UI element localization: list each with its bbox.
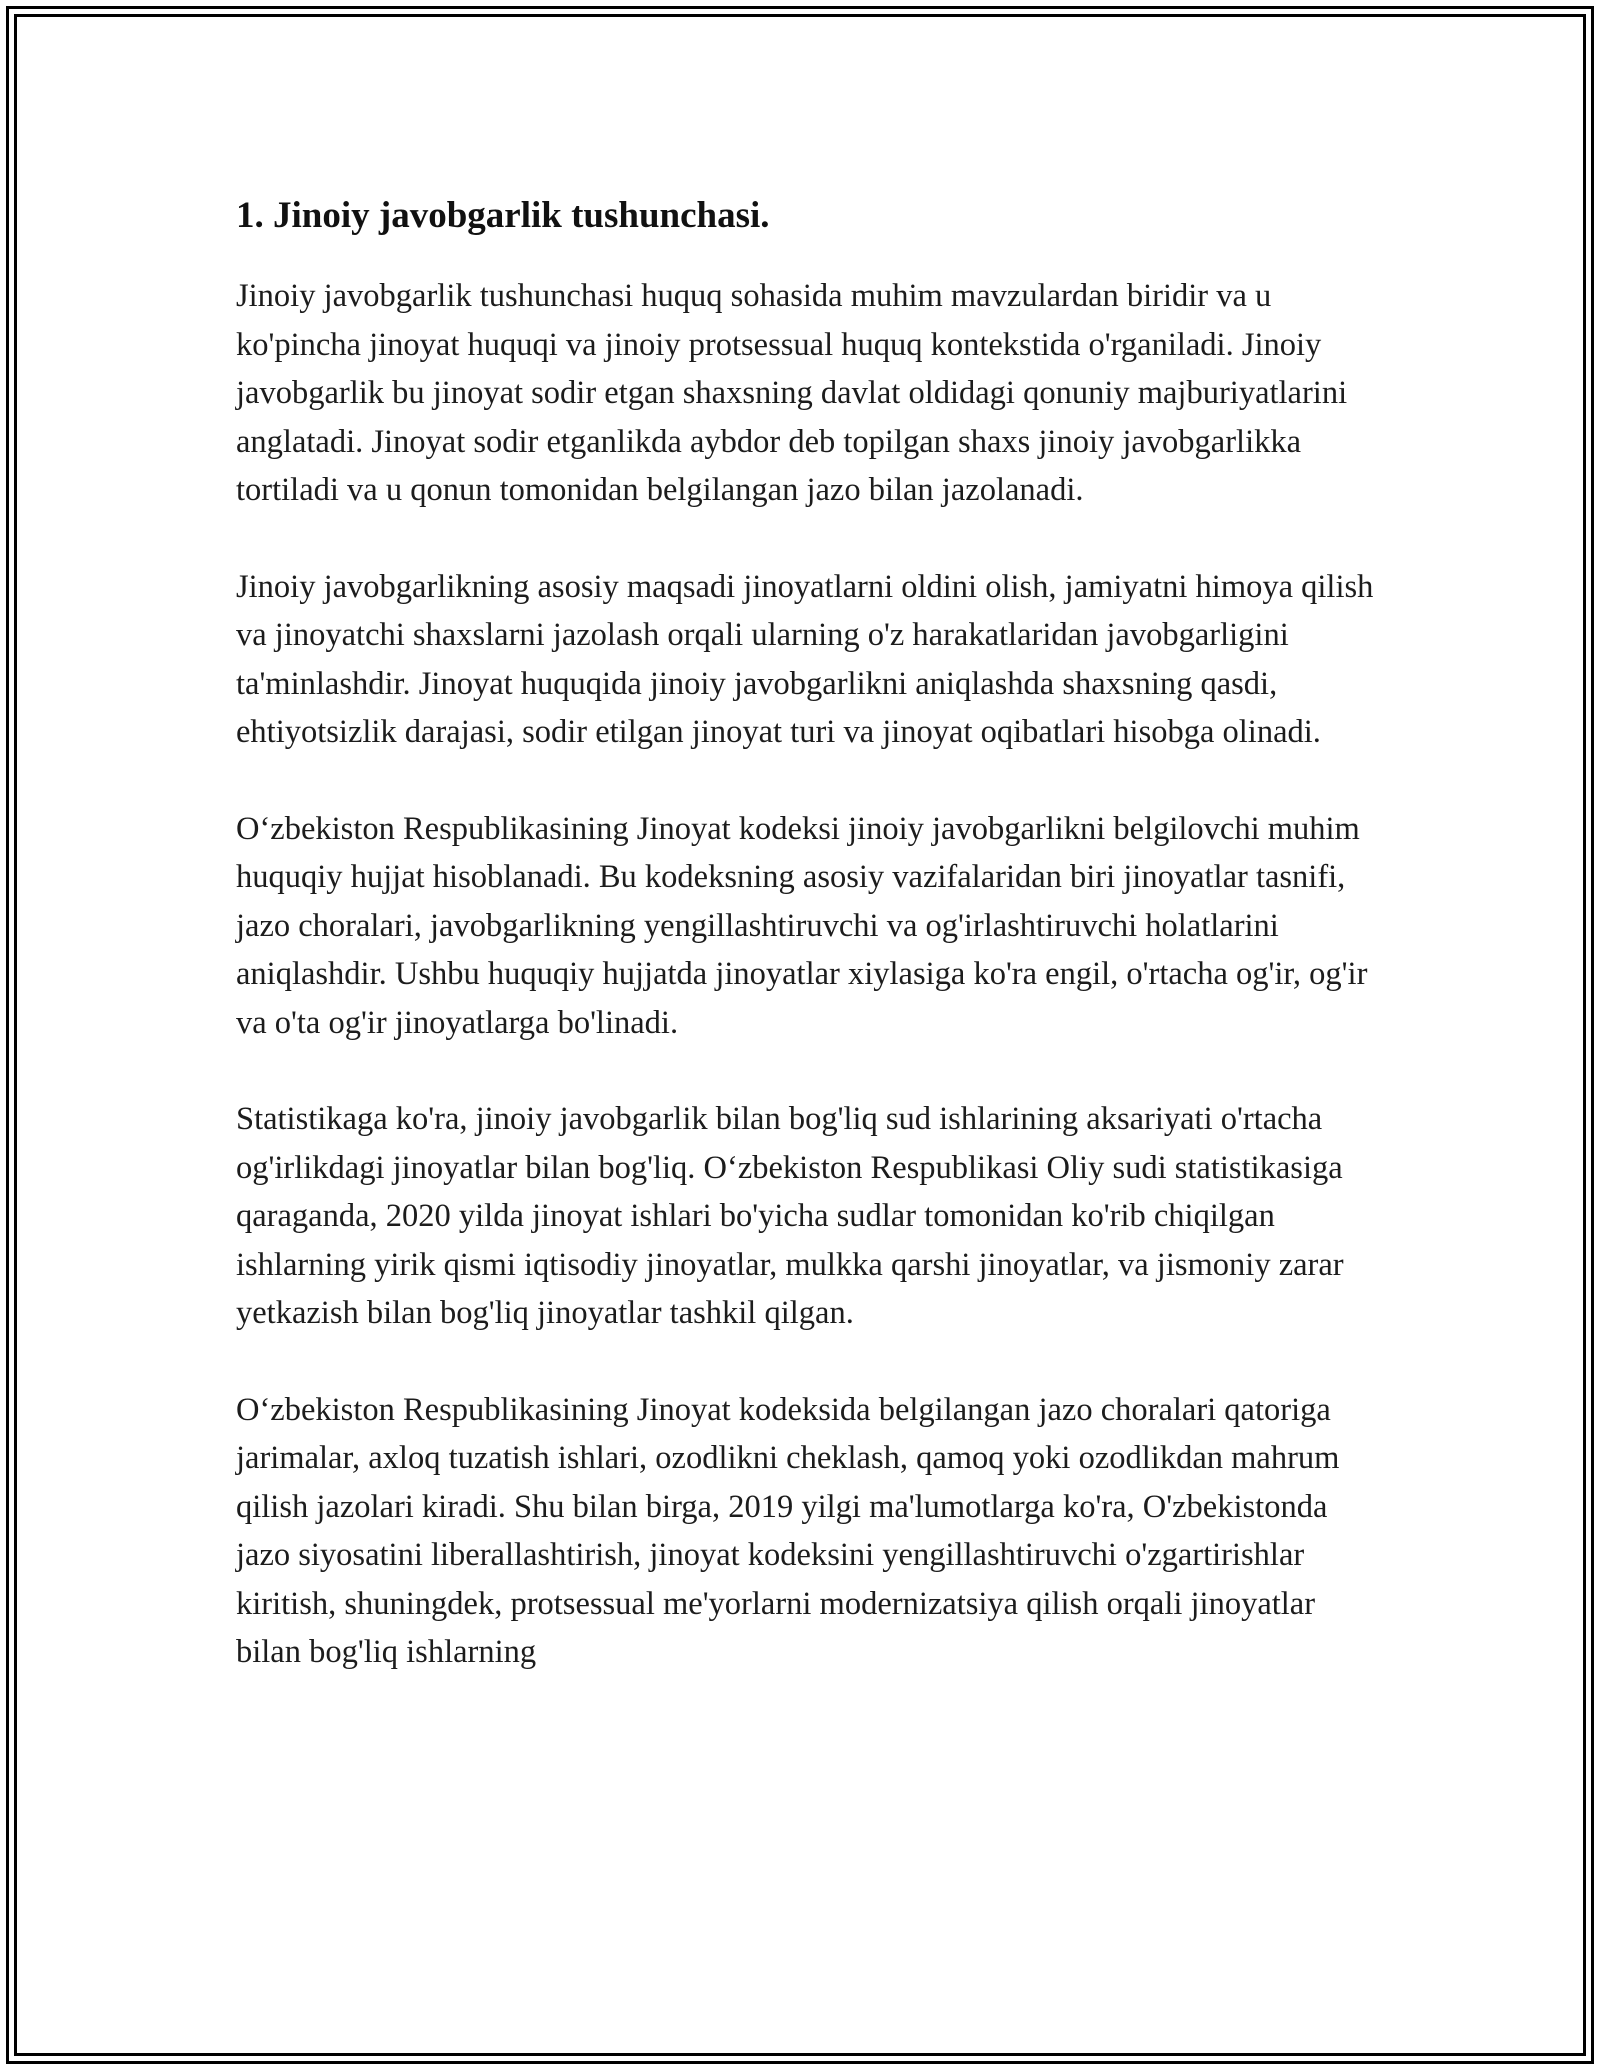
paragraph-5: O‘zbekiston Respublikasining Jinoyat kodeksida belgilangan jazo choralari qatoriga jarimalar, axloq tuzatish ishlari, ozodlikni cheklash, qamoq yoki ozodlikdan mahrum qilish jazolari kiradi. Shu bilan birga, 2019 yilgi ma'lumotlarga ko'ra, O'zbekistonda jazo siyosatini liberallashtirish, jinoyat kodeksini yengillashtiruvchi o'zgartirishlar kiritish, shuningdek, protsessual me'yorlarni modernizatsiya qilish orqali jinoyatlar bilan bog'liq ishlarning	[236, 1391, 1340, 1670]
document-body	[236, 188, 1376, 1725]
paragraph-2: Jinoiy javobgarlikning asosiy maqsadi jinoyatlarni oldini olish, jamiyatni himoya qilish va jinoyatchi shaxslarni jazolash orqali ularning o'z harakatlaridan javobgarligini ta'minlashdir. Jinoyat huquqida jinoiy javobgarlikni aniqlashda shaxsning qasdi, ehtiyotsizlik darajasi, sodir etilgan jinoyat turi va jinoyat oqibatlari hisobga olinadi.	[236, 568, 1374, 750]
section-heading: 1. Jinoiy javobgarlik tushunchasi.	[236, 195, 770, 236]
paragraph-1: Jinoiy javobgarlik tushunchasi huquq sohasida muhim mavzulardan biridir va u ko'pincha jinoyat huquqi va jinoiy protsessual huquq kontekstida o'rganiladi. Jinoiy javobgarlik bu jinoyat sodir etgan shaxsning davlat oldidagi qonuniy majburiyatlarini anglatadi. Jinoyat sodir etganlikda aybdor deb topilgan shaxs jinoiy javobgarlikka tortiladi va u qonun tomonidan belgilangan jazo bilan jazolanadi.	[236, 278, 1348, 508]
paragraph-3: O‘zbekiston Respublikasining Jinoyat kodeksi jinoiy javobgarlikni belgilovchi muhim huquqiy hujjat hisoblanadi. Bu kodeksning asosiy vazifalaridan biri jinoyatlar tasnifi, jazo choralari, javobgarlikning yengillashtiruvchi va og'irlashtiruvchi holatlarini aniqlashdir. Ushbu huquqiy hujjatda jinoyatlar xiylasiga ko'ra engil, o'rtacha og'ir, og'ir va o'ta og'ir jinoyatlarga bo'linadi.	[236, 810, 1368, 1041]
paragraph-4: Statistikaga ko'ra, jinoiy javobgarlik bilan bog'liq sud ishlarining aksariyati o'rtacha og'irlikdagi jinoyatlar bilan bog'liq. O‘zbekiston Respublikasi Oliy sudi statistikasiga qaraganda, 2020 yilda jinoyat ishlari bo'yicha sudlar tomonidan ko'rib chiqilgan ishlarning yirik qismi iqtisodiy jinoyatlar, mulkka qarshi jinoyatlar, va jismoniy zarar yetkazish bilan bog'liq jinoyatlar tashkil qilgan.	[236, 1101, 1344, 1331]
